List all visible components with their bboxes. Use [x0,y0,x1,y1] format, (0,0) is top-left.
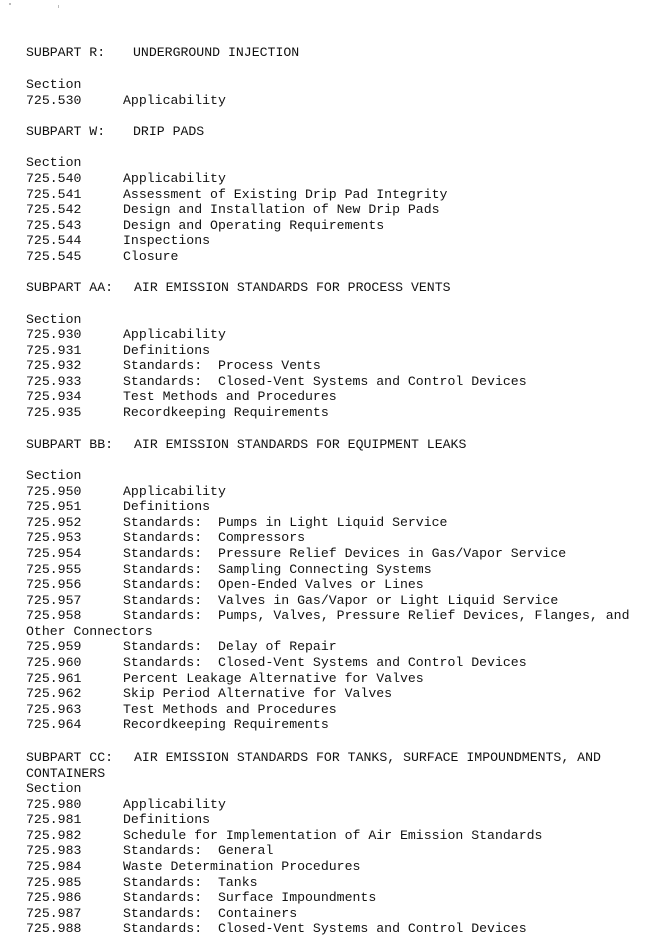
toc-row-continuation: Other Connectors [26,624,153,639]
toc-row [26,484,226,500]
subpart-title: DRIP PADS [133,124,205,139]
toc-row [26,843,273,859]
toc-row [26,562,432,578]
section-title: Applicability [123,797,226,812]
section-number: 725.932 [26,358,82,373]
toc-row [26,921,527,937]
section-title: Design and Installation of New Drip Pads [123,202,440,217]
toc-row [26,327,226,343]
section-number: 725.961 [26,671,82,686]
section-number: 725.984 [26,859,82,874]
subpart-label: SUBPART AA: [26,280,114,295]
section-title: Test Methods and Procedures [123,702,337,717]
section-number: 725.985 [26,875,82,890]
section-number: 725.953 [26,530,82,545]
section-title: Assessment of Existing Drip Pad Integrity [123,187,448,202]
section-number: 725.960 [26,655,82,670]
subpart-heading-bb [26,437,466,453]
toc-row [26,358,321,374]
section-number: 725.987 [26,906,82,921]
section-number: 725.959 [26,639,82,654]
toc-row [26,389,337,405]
section-title: Standards: Pressure Relief Devices in Gas/Vapor Service [123,546,567,561]
toc-row [26,890,376,906]
section-number: 725.541 [26,187,82,202]
section-title: Applicability [123,171,226,186]
section-header: Section [26,781,82,796]
subpart-heading-aa [26,280,451,296]
section-number: 725.530 [26,93,82,108]
section-title: Standards: Valves in Gas/Vapor or Light Liquid Service [123,593,559,608]
section-number: 725.935 [26,405,82,420]
toc-row [26,249,178,265]
toc-row [26,530,305,546]
section-title: Recordkeeping Requirements [123,717,329,732]
section-header: Section [26,77,82,92]
section-header: Section [26,468,82,483]
section-number: 725.954 [26,546,82,561]
section-title: Standards: Delay of Repair [123,639,337,654]
section-title: Waste Determination Procedures [123,859,361,874]
section-title: Standards: Tanks [123,875,258,890]
subpart-title: UNDERGROUND INJECTION [133,45,300,60]
section-number: 725.952 [26,515,82,530]
section-title: Applicability [123,93,226,108]
section-title: Standards: Sampling Connecting Systems [123,562,432,577]
toc-row [26,593,558,609]
section-title: Definitions [123,499,211,514]
toc-row [26,343,210,359]
subpart-title: AIR EMISSION STANDARDS FOR EQUIPMENT LEAKS [134,437,467,452]
section-number: 725.542 [26,202,82,217]
section-header: Section [26,155,82,170]
toc-row [26,639,337,655]
toc-row [26,171,226,187]
section-number: 725.963 [26,702,82,717]
section-number: 725.986 [26,890,82,905]
section-title: Standards: Closed-Vent Systems and Control Devices [123,374,527,389]
section-title: Standards: Open-Ended Valves or Lines [123,577,424,592]
section-number: 725.950 [26,484,82,499]
section-number: 725.964 [26,717,82,732]
toc-row [26,187,447,203]
section-title: Inspections [123,233,211,248]
section-title: Design and Operating Requirements [123,218,385,233]
scan-speck [58,5,59,8]
section-title: Standards: Pumps in Light Liquid Service [123,515,448,530]
toc-row [26,577,424,593]
toc-row [26,515,447,531]
section-number: 725.951 [26,499,82,514]
subpart-title: AIR EMISSION STANDARDS FOR TANKS, SURFACE IMPOUNDMENTS, AND [134,750,601,765]
toc-row [26,797,226,813]
section-title: Standards: General [123,843,274,858]
section-number: 725.983 [26,843,82,858]
section-header: Section [26,312,82,327]
subpart-heading-cc [26,750,601,766]
toc-row [26,671,424,687]
section-title: Standards: Closed-Vent Systems and Control Devices [123,921,527,936]
subpart-label: SUBPART R: [26,45,106,60]
section-title: Definitions [123,343,211,358]
section-title: Percent Leakage Alternative for Valves [123,671,424,686]
section-number: 725.543 [26,218,82,233]
section-number: 725.962 [26,686,82,701]
section-number: 725.545 [26,249,82,264]
subpart-label: SUBPART BB: [26,437,114,452]
scan-speck [9,3,11,5]
section-number: 725.544 [26,233,82,248]
section-number: 725.955 [26,562,82,577]
toc-row [26,233,210,249]
toc-row [26,686,392,702]
toc-row [26,93,226,109]
section-number: 725.958 [26,608,82,623]
section-number: 725.934 [26,389,82,404]
section-number: 725.956 [26,577,82,592]
section-title: Recordkeeping Requirements [123,405,329,420]
toc-row [26,499,210,515]
toc-row [26,812,210,828]
section-title: Schedule for Implementation of Air Emission Standards [123,828,543,843]
toc-row [26,828,542,844]
subpart-heading-r [26,45,299,61]
subpart-label: SUBPART W: [26,124,106,139]
section-title: Standards: Containers [123,906,298,921]
section-number: 725.982 [26,828,82,843]
subpart-title: AIR EMISSION STANDARDS FOR PROCESS VENTS [134,280,451,295]
section-title: Closure [123,249,179,264]
section-number: 725.933 [26,374,82,389]
section-title: Applicability [123,484,226,499]
toc-row [26,374,527,390]
section-title: Standards: Closed-Vent Systems and Control Devices [123,655,527,670]
section-number: 725.931 [26,343,82,358]
subpart-label: SUBPART CC: [26,750,114,765]
section-number: 725.988 [26,921,82,936]
section-number: 725.981 [26,812,82,827]
section-title: Standards: Pumps, Valves, Pressure Relief Devices, Flanges, and [123,608,630,623]
section-title: Standards: Process Vents [123,358,321,373]
toc-row [26,702,337,718]
toc-row [26,405,329,421]
section-number: 725.930 [26,327,82,342]
section-title: Definitions [123,812,211,827]
subpart-heading-w [26,124,204,140]
section-title: Standards: Compressors [123,530,306,545]
section-title: Standards: Surface Impoundments [123,890,377,905]
section-number: 725.540 [26,171,82,186]
toc-row [26,546,566,562]
toc-row [26,202,440,218]
toc-row [26,906,297,922]
section-number: 725.957 [26,593,82,608]
toc-row [26,655,527,671]
section-number: 725.980 [26,797,82,812]
section-title: Skip Period Alternative for Valves [123,686,393,701]
toc-row [26,859,360,875]
section-title: Test Methods and Procedures [123,389,337,404]
section-title: Applicability [123,327,226,342]
toc-row [26,218,384,234]
toc-row [26,717,329,733]
toc-row [26,875,258,891]
subpart-title-continuation: CONTAINERS [26,766,106,781]
toc-row [26,608,629,624]
